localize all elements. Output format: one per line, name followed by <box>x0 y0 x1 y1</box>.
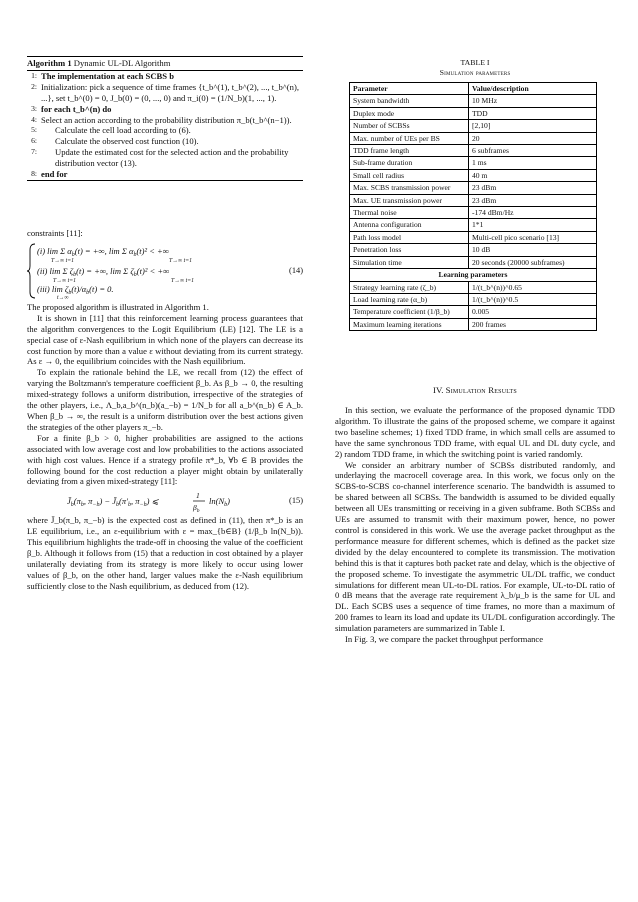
table-cell-value: 23 dBm <box>469 194 597 206</box>
table-row <box>350 169 597 181</box>
table-cell-parameter: Max. SCBS transmission power <box>350 182 469 194</box>
svg-text:T→∞ t=1: T→∞ t=1 <box>169 257 193 264</box>
svg-text:1: 1 <box>196 491 200 501</box>
svg-text:(ii) lim Σ ζb(t) = +∞, lim Σ: (ii) lim Σ $\zeta_b(t)$ = +∞, lim Σ $\zeta_b(t)^2$ < +∞ <box>37 265 170 278</box>
table-cell-value: 20 <box>469 132 597 144</box>
constraints-intro: constraints [11]: <box>27 228 83 238</box>
learning-table-row <box>350 293 597 305</box>
right-body <box>335 385 615 645</box>
algorithm-line-number: 2: <box>31 81 37 91</box>
algorithm-title <box>27 57 303 71</box>
learning-table-row <box>350 318 597 330</box>
table-cell-parameter: Max. UE transmission power <box>350 194 469 206</box>
table-row <box>350 132 597 144</box>
paragraph-boltzmann: To explain the rationale behind the LE, we recall from (12) the effect of varying the Boltzmann's temperature coefficient β_b. As β_b → 0, the resulting mixed-strategy follows a uniform distribution, irrespective of the strategies of the other players, i.e., Λ_b,a_b^(n_b)(a_−b) = 1/N_b for all a_b^(n_b) ∈ A_b. When β_b → ∞, the result is a uniform distribution over the best actions given the strategies of the other players π_−b. <box>27 367 303 432</box>
algorithm-line <box>27 136 303 147</box>
table-body <box>350 95 597 269</box>
paragraph-finite-beta: For a finite β_b > 0, higher probabilities are assigned to the actions associated with low average cost and low probabilities to the actions associated with high cost values. Hence if a strategy profile π*_b, ∀b ∈ B provides the following bound for the cost reduction a player might obtain by unilaterally deviating from a given mixed-strategy [11]: <box>27 432 303 487</box>
table-row <box>350 194 597 206</box>
table-cell-parameter: Duplex mode <box>350 107 469 119</box>
table-cell-value: 1/(t_b^(n))^0.65 <box>469 281 597 293</box>
algorithm-line <box>27 104 303 115</box>
algorithm-line-text: The implementation at each SCBS b <box>41 70 174 81</box>
algorithm-title-text: Dynamic UL-DL Algorithm <box>73 58 171 68</box>
algorithm-line-number: 5: <box>31 125 37 135</box>
table-header-value: Value/description <box>469 83 597 95</box>
table-cell-parameter: Thermal noise <box>350 207 469 219</box>
table-row <box>350 219 597 231</box>
svg-text:T→∞ t=1: T→∞ t=1 <box>53 277 77 284</box>
table-cell-parameter: System bandwidth <box>350 95 469 107</box>
table-cell-parameter: Small cell radius <box>350 169 469 181</box>
svg-text:ln(Nb): $\ln(N_b)$ <box>209 496 230 509</box>
svg-text:J̄b(πb, π−b) − J̄b(π′b, π−b) ⩽: $J̄_b(\pi_b$, $\pi_{-b}$) − $J̄_b(\pi'_b$, $\pi_{-b}$) ⩽ <box>67 496 159 509</box>
table-cell-parameter: Number of SCBSs <box>350 120 469 132</box>
section-heading <box>335 385 615 395</box>
svg-text:t→∞: t→∞ <box>57 294 69 300</box>
svg-text:βb: $\beta_b$ <box>193 503 200 513</box>
algorithm-label: Algorithm 1 <box>27 58 72 68</box>
algorithm-line-text: end for <box>41 169 68 180</box>
algorithm-line-text: Select an action according to the probability distribution π_b(t_b^(n−1)). <box>41 114 292 125</box>
simulation-parameters-table <box>349 82 597 331</box>
table-cell-value: 10 dB <box>469 244 597 256</box>
equation-14 <box>27 242 303 300</box>
algorithm-line-number: 6: <box>31 136 37 146</box>
learning-table-row <box>350 306 597 318</box>
equation-15-graphic <box>67 490 267 512</box>
table-cell-parameter: TDD frame length <box>350 145 469 157</box>
table-row <box>350 95 597 107</box>
algorithm-line <box>27 147 303 169</box>
equation-15-number: (15) <box>289 496 303 506</box>
table-cell-value: -174 dBm/Hz <box>469 207 597 219</box>
table-row <box>350 207 597 219</box>
table-row <box>350 231 597 243</box>
algorithm-line <box>27 71 303 82</box>
table-row <box>350 157 597 169</box>
table-subheader-row <box>350 269 597 281</box>
table-cell-parameter: Max. number of UEs per BS <box>350 132 469 144</box>
table-cell-parameter: Strategy learning rate (ζ_b) <box>350 281 469 293</box>
svg-text:T→∞ t=1: T→∞ t=1 <box>51 257 75 264</box>
table-cell-value: 20 seconds (20000 subframes) <box>469 256 597 268</box>
table-row <box>350 145 597 157</box>
table-cell-value: 0.005 <box>469 306 597 318</box>
table-row <box>350 120 597 132</box>
section-number: IV. <box>433 385 444 395</box>
table-cell-parameter: Temperature coefficient (1/β_b) <box>350 306 469 318</box>
algorithm-line <box>27 169 303 180</box>
paragraph-algorithm-intro: The proposed algorithm is illustrated in Algorithm 1. <box>27 301 209 312</box>
equation-14-graphic <box>27 242 277 300</box>
left-body <box>27 228 303 592</box>
table-cell-parameter: Load learning rate (α_b) <box>350 293 469 305</box>
paragraph-simulation-intro: In this section, we evaluate the performance of the proposed dynamic TDD algorithm. To illustrate the gains of the proposed scheme, we compare it against two baseline schemes; 1) fixed TDD frame, in which small cells are assumed to have the same synchronous TDD frame, with equal UL and DL duty cycle, and 2) random TDD frame, in which the switching point is varied randomly. <box>335 405 615 459</box>
table-block <box>335 58 615 331</box>
table-cell-value: 1 ms <box>469 157 597 169</box>
paragraph-scenario: We consider an arbitrary number of SCBSs distributed randomly, and underlaying the macrocell coverage area. In this work, we focus only on the SCBS-to-SCBS co-channel interference scenario. The bandwidth is assumed to be shared between all SCBSs. The bandwidth is assumed to be divided equally between all UEs transmitting or receiving in a given subframe. Both SCBSs and UEs are assumed to transmit with their maximum power, hence, no power control is considered in this work. We use the average packet throughput as the performance measure for different schemes, which is defined as the packet size divided by the delay encountered to complete its transmission. The motivation behind this is that it captures both packet rate and delay, which is the objective of the proposed scheme. To investigate the asymmetric UL/DL traffic, we conduct simulations for different mean UL-to-DL ratios. For example, UL-to-DL ratio of 0 dB means that the average rate requirement λ_b/μ_b is the same for UL and DL. Each SCBS uses a sequence of time frames, no more than a maximum of 200 frames to learn its load and update its UL/DL configuration accordingly. The simulation parameters are summarized in Table I. <box>335 459 615 634</box>
algorithm-line-number: 7: <box>31 147 37 157</box>
table-cell-value: 6 subframes <box>469 145 597 157</box>
algorithm-line-text: Initialization: pick a sequence of time frames {t_b^(1), t_b^(2), ..., t_b^(n), ...}, set t_b^(0) = 0, J_b(0) = (0, ..., 0) and π_i(0) = (1/N_b)(1, ..., 1). <box>41 81 299 103</box>
equation-15 <box>27 490 303 512</box>
table-cell-value: 200 frames <box>469 318 597 330</box>
table-cell-value: Multi-cell pico scenario [13] <box>469 231 597 243</box>
table-cell-parameter: Penetration loss <box>350 244 469 256</box>
table-cell-value: 23 dBm <box>469 182 597 194</box>
table-row <box>350 256 597 268</box>
table-row <box>350 244 597 256</box>
table-cell-value: [2,10] <box>469 120 597 132</box>
section-title: Simulation Results <box>445 385 517 395</box>
table-cell-value: 10 MHz <box>469 95 597 107</box>
table-cell-value: TDD <box>469 107 597 119</box>
table-header-row <box>350 83 597 95</box>
algorithm-line <box>27 115 303 126</box>
svg-text:T→∞ t=1: T→∞ t=1 <box>171 277 195 284</box>
algorithm-line-number: 8: <box>31 169 37 179</box>
table-cell-parameter: Simulation time <box>350 256 469 268</box>
algorithm-line <box>27 125 303 136</box>
paragraph-fig3: In Fig. 3, we compare the packet throughput performance <box>345 634 544 645</box>
algorithm-line <box>27 82 303 104</box>
table-row <box>350 107 597 119</box>
paragraph-logit-equilibrium: It is shown in [11] that this reinforcement learning process guarantees that the algorithm convergences to the Logit Equilibrium (LE) [12]. The LE is a special case of ε-Nash equilibrium in which none of the players can decrease its cost function by more than a value ε without deviating from its current strategy. As ε → 0, the equilibrium coincides with the Nash equilibrium. <box>27 312 303 367</box>
learning-table-body <box>350 281 597 331</box>
svg-text:(iii) lim ζb(t)/αb(t) = 0.: (iii) $\lim \zeta_b(t)/\alpha_b(t) = 0$. <box>37 283 114 296</box>
table-caption: Simulation parameters <box>439 68 511 77</box>
table-cell-parameter: Path loss model <box>350 231 469 243</box>
algorithm-line-number: 1: <box>31 70 37 80</box>
table-cell-value: 1/(t_b^(n))^0.5 <box>469 293 597 305</box>
algorithm-line-text: Calculate the cell load according to (6). <box>55 125 191 136</box>
algorithm-lines <box>27 71 303 180</box>
learning-table-row <box>350 281 597 293</box>
table-cell-value: 1*1 <box>469 219 597 231</box>
equation-14-number: (14) <box>289 265 303 275</box>
algorithm-line-text: Update the estimated cost for the selected action and the probability distribution vector (13). <box>55 147 289 169</box>
table-cell-parameter: Maximum learning iterations <box>350 318 469 330</box>
table-cell-parameter: Sub-frame duration <box>350 157 469 169</box>
table-subheader: Learning parameters <box>350 269 597 281</box>
table-cell-value: 40 m <box>469 169 597 181</box>
svg-text:(i) lim Σ αb(t) = +∞, lim Σ: (i) lim Σ $\alpha_b(t)$ = +∞, lim Σ $\alpha_b(t)^2$ < +∞ <box>37 245 169 258</box>
algorithm-box <box>27 56 303 181</box>
table-label: TABLE I <box>460 58 490 67</box>
paragraph-equilibrium-tradeoff: where J̄_b(π_b, π_−b) is the expected cost as defined in (11), then π*_b is an LE equilibrium, i.e., an ε-equilibrium with ε = max_{b∈B} (1/β_b ln(N_b)). This equilibrium highlights the trade-off in choosing the value of the coefficient β_b. Although it follows from (15) that a reduction in cost obtained by a player unilaterally deviating from its strategy is more likely to occur using lower values of β_b, on the other hand, larger values make the ε-Nash equilibrium sufficiently close to the Nash equilibrium, as deduced from (12). <box>27 515 303 591</box>
table-row <box>350 182 597 194</box>
algorithm-line-text: Calculate the observed cost function (10). <box>55 136 199 147</box>
table-cell-parameter: Antenna configuration <box>350 219 469 231</box>
algorithm-line-text: for each t_b^(n) do <box>41 103 112 114</box>
algorithm-line-number: 4: <box>31 114 37 124</box>
table-header-parameter: Parameter <box>350 83 469 95</box>
algorithm-line-number: 3: <box>31 103 37 113</box>
